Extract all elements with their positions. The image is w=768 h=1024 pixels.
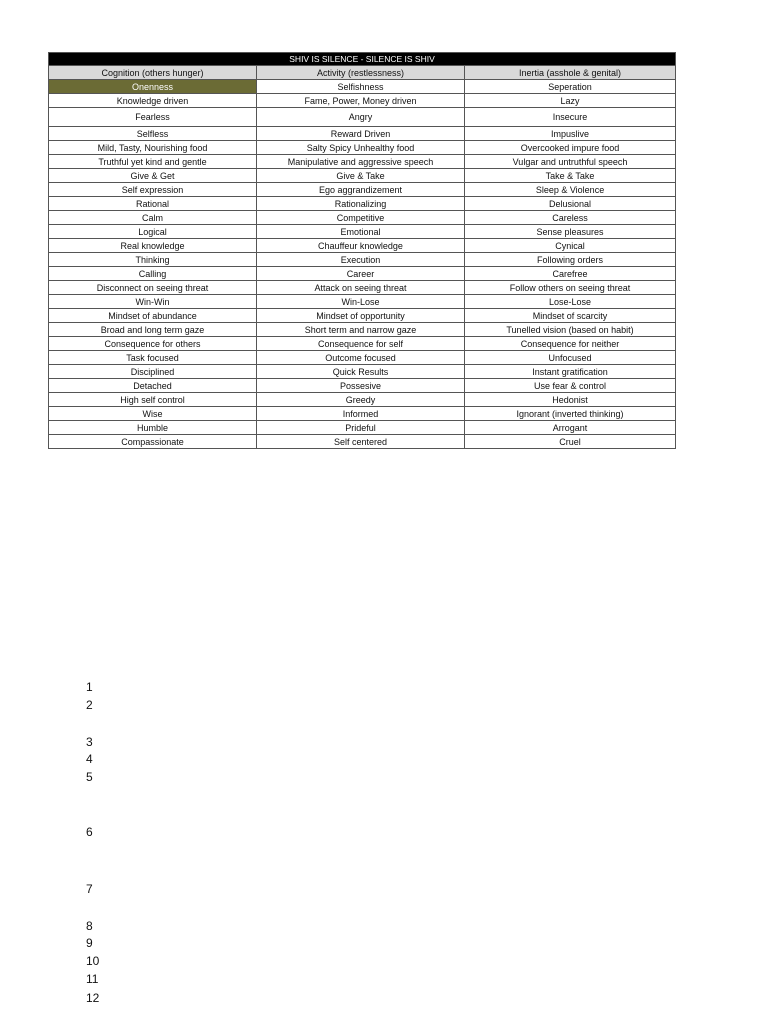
- cell-inertia: Insecure: [465, 108, 676, 127]
- cell-inertia: Mindset of scarcity: [465, 309, 676, 323]
- table-title: SHIV IS SILENCE - SILENCE IS SHIV: [49, 53, 676, 66]
- table-row: [49, 183, 676, 197]
- cell-activity: Salty Spicy Unhealthy food: [257, 141, 465, 155]
- cell-cognition: Real knowledge: [49, 239, 257, 253]
- list-number: 3: [86, 735, 93, 749]
- numbered-list: [86, 0, 116, 1024]
- cell-cognition: Calling: [49, 267, 257, 281]
- table-row: [49, 351, 676, 365]
- cell-activity: Give & Take: [257, 169, 465, 183]
- column-header-cognition: Cognition (others hunger): [49, 66, 257, 80]
- cell-inertia: Seperation: [465, 80, 676, 94]
- list-number: 6: [86, 825, 93, 839]
- cell-cognition: Thinking: [49, 253, 257, 267]
- table-row: [49, 365, 676, 379]
- table-row: [49, 309, 676, 323]
- cell-inertia: Use fear & control: [465, 379, 676, 393]
- cell-activity: Attack on seeing threat: [257, 281, 465, 295]
- table-row: [49, 337, 676, 351]
- qualities-table: [48, 52, 676, 449]
- table-row: [49, 281, 676, 295]
- cell-inertia: Tunelled vision (based on habit): [465, 323, 676, 337]
- cell-cognition: High self control: [49, 393, 257, 407]
- cell-inertia: Consequence for neither: [465, 337, 676, 351]
- cell-activity: Chauffeur knowledge: [257, 239, 465, 253]
- cell-activity: Competitive: [257, 211, 465, 225]
- table-row: [49, 169, 676, 183]
- cell-activity: Informed: [257, 407, 465, 421]
- table-row: [49, 435, 676, 449]
- cell-cognition: Mild, Tasty, Nourishing food: [49, 141, 257, 155]
- cell-activity: Self centered: [257, 435, 465, 449]
- cell-activity: Fame, Power, Money driven: [257, 94, 465, 108]
- cell-activity: Win-Lose: [257, 295, 465, 309]
- table-row: [49, 379, 676, 393]
- list-number: 9: [86, 936, 93, 950]
- cell-activity: Manipulative and aggressive speech: [257, 155, 465, 169]
- table-row: [49, 267, 676, 281]
- cell-inertia: Careless: [465, 211, 676, 225]
- cell-activity: Rationalizing: [257, 197, 465, 211]
- cell-cognition: Calm: [49, 211, 257, 225]
- list-number: 2: [86, 698, 93, 712]
- list-number: 7: [86, 882, 93, 896]
- cell-inertia: Delusional: [465, 197, 676, 211]
- table-row: [49, 323, 676, 337]
- table-row: [49, 155, 676, 169]
- table-row: [49, 127, 676, 141]
- cell-inertia: Sleep & Violence: [465, 183, 676, 197]
- table-row: [49, 211, 676, 225]
- table-row: [49, 295, 676, 309]
- table-row: [49, 141, 676, 155]
- cell-activity: Selfishness: [257, 80, 465, 94]
- cell-cognition: Selfless: [49, 127, 257, 141]
- cell-inertia: Vulgar and untruthful speech: [465, 155, 676, 169]
- table-row: [49, 421, 676, 435]
- cell-cognition: Logical: [49, 225, 257, 239]
- cell-inertia: Follow others on seeing threat: [465, 281, 676, 295]
- cell-activity: Consequence for self: [257, 337, 465, 351]
- list-number: 11: [86, 972, 99, 986]
- cell-activity: Execution: [257, 253, 465, 267]
- cell-inertia: Hedonist: [465, 393, 676, 407]
- cell-activity: Angry: [257, 108, 465, 127]
- cell-cognition: Mindset of abundance: [49, 309, 257, 323]
- cell-activity: Short term and narrow gaze: [257, 323, 465, 337]
- cell-cognition: Compassionate: [49, 435, 257, 449]
- cell-inertia: Unfocused: [465, 351, 676, 365]
- cell-cognition: Self expression: [49, 183, 257, 197]
- cell-cognition: Knowledge driven: [49, 94, 257, 108]
- list-number: 1: [86, 680, 93, 694]
- cell-cognition: Consequence for others: [49, 337, 257, 351]
- cell-activity: Mindset of opportunity: [257, 309, 465, 323]
- list-number: 8: [86, 919, 93, 933]
- column-header-inertia: Inertia (asshole & genital): [465, 66, 676, 80]
- table-row: [49, 80, 676, 94]
- cell-cognition: Detached: [49, 379, 257, 393]
- table-row: [49, 239, 676, 253]
- cell-activity: Career: [257, 267, 465, 281]
- cell-activity: Greedy: [257, 393, 465, 407]
- cell-cognition: Disconnect on seeing threat: [49, 281, 257, 295]
- cell-inertia: Instant gratification: [465, 365, 676, 379]
- table-row: [49, 253, 676, 267]
- cell-inertia: Ignorant (inverted thinking): [465, 407, 676, 421]
- cell-cognition: Fearless: [49, 108, 257, 127]
- table-row: [49, 197, 676, 211]
- cell-activity: Quick Results: [257, 365, 465, 379]
- cell-activity: Emotional: [257, 225, 465, 239]
- cell-inertia: Lazy: [465, 94, 676, 108]
- cell-cognition: Broad and long term gaze: [49, 323, 257, 337]
- cell-inertia: Following orders: [465, 253, 676, 267]
- list-number: 12: [86, 991, 100, 1005]
- table-row: [49, 407, 676, 421]
- cell-inertia: Take & Take: [465, 169, 676, 183]
- cell-activity: Outcome focused: [257, 351, 465, 365]
- cell-cognition: Task focused: [49, 351, 257, 365]
- cell-inertia: Impuslive: [465, 127, 676, 141]
- cell-inertia: Sense pleasures: [465, 225, 676, 239]
- cell-cognition: Onenness: [49, 80, 257, 94]
- cell-activity: Prideful: [257, 421, 465, 435]
- cell-activity: Ego aggrandizement: [257, 183, 465, 197]
- cell-inertia: Cruel: [465, 435, 676, 449]
- table-row: [49, 108, 676, 127]
- cell-activity: Reward Driven: [257, 127, 465, 141]
- table-header-row: [49, 66, 676, 80]
- cell-cognition: Rational: [49, 197, 257, 211]
- cell-cognition: Humble: [49, 421, 257, 435]
- cell-inertia: Cynical: [465, 239, 676, 253]
- table-title-row: [49, 53, 676, 66]
- cell-cognition: Wise: [49, 407, 257, 421]
- table-body: [49, 80, 676, 449]
- cell-cognition: Truthful yet kind and gentle: [49, 155, 257, 169]
- table-row: [49, 393, 676, 407]
- list-number: 5: [86, 770, 93, 784]
- cell-activity: Possesive: [257, 379, 465, 393]
- cell-inertia: Arrogant: [465, 421, 676, 435]
- list-number: 10: [86, 954, 100, 968]
- cell-inertia: Carefree: [465, 267, 676, 281]
- table-row: [49, 225, 676, 239]
- table-row: [49, 94, 676, 108]
- cell-inertia: Overcooked impure food: [465, 141, 676, 155]
- list-number: 4: [86, 752, 93, 766]
- cell-cognition: Give & Get: [49, 169, 257, 183]
- cell-cognition: Win-Win: [49, 295, 257, 309]
- column-header-activity: Activity (restlessness): [257, 66, 465, 80]
- cell-inertia: Lose-Lose: [465, 295, 676, 309]
- cell-cognition: Disciplined: [49, 365, 257, 379]
